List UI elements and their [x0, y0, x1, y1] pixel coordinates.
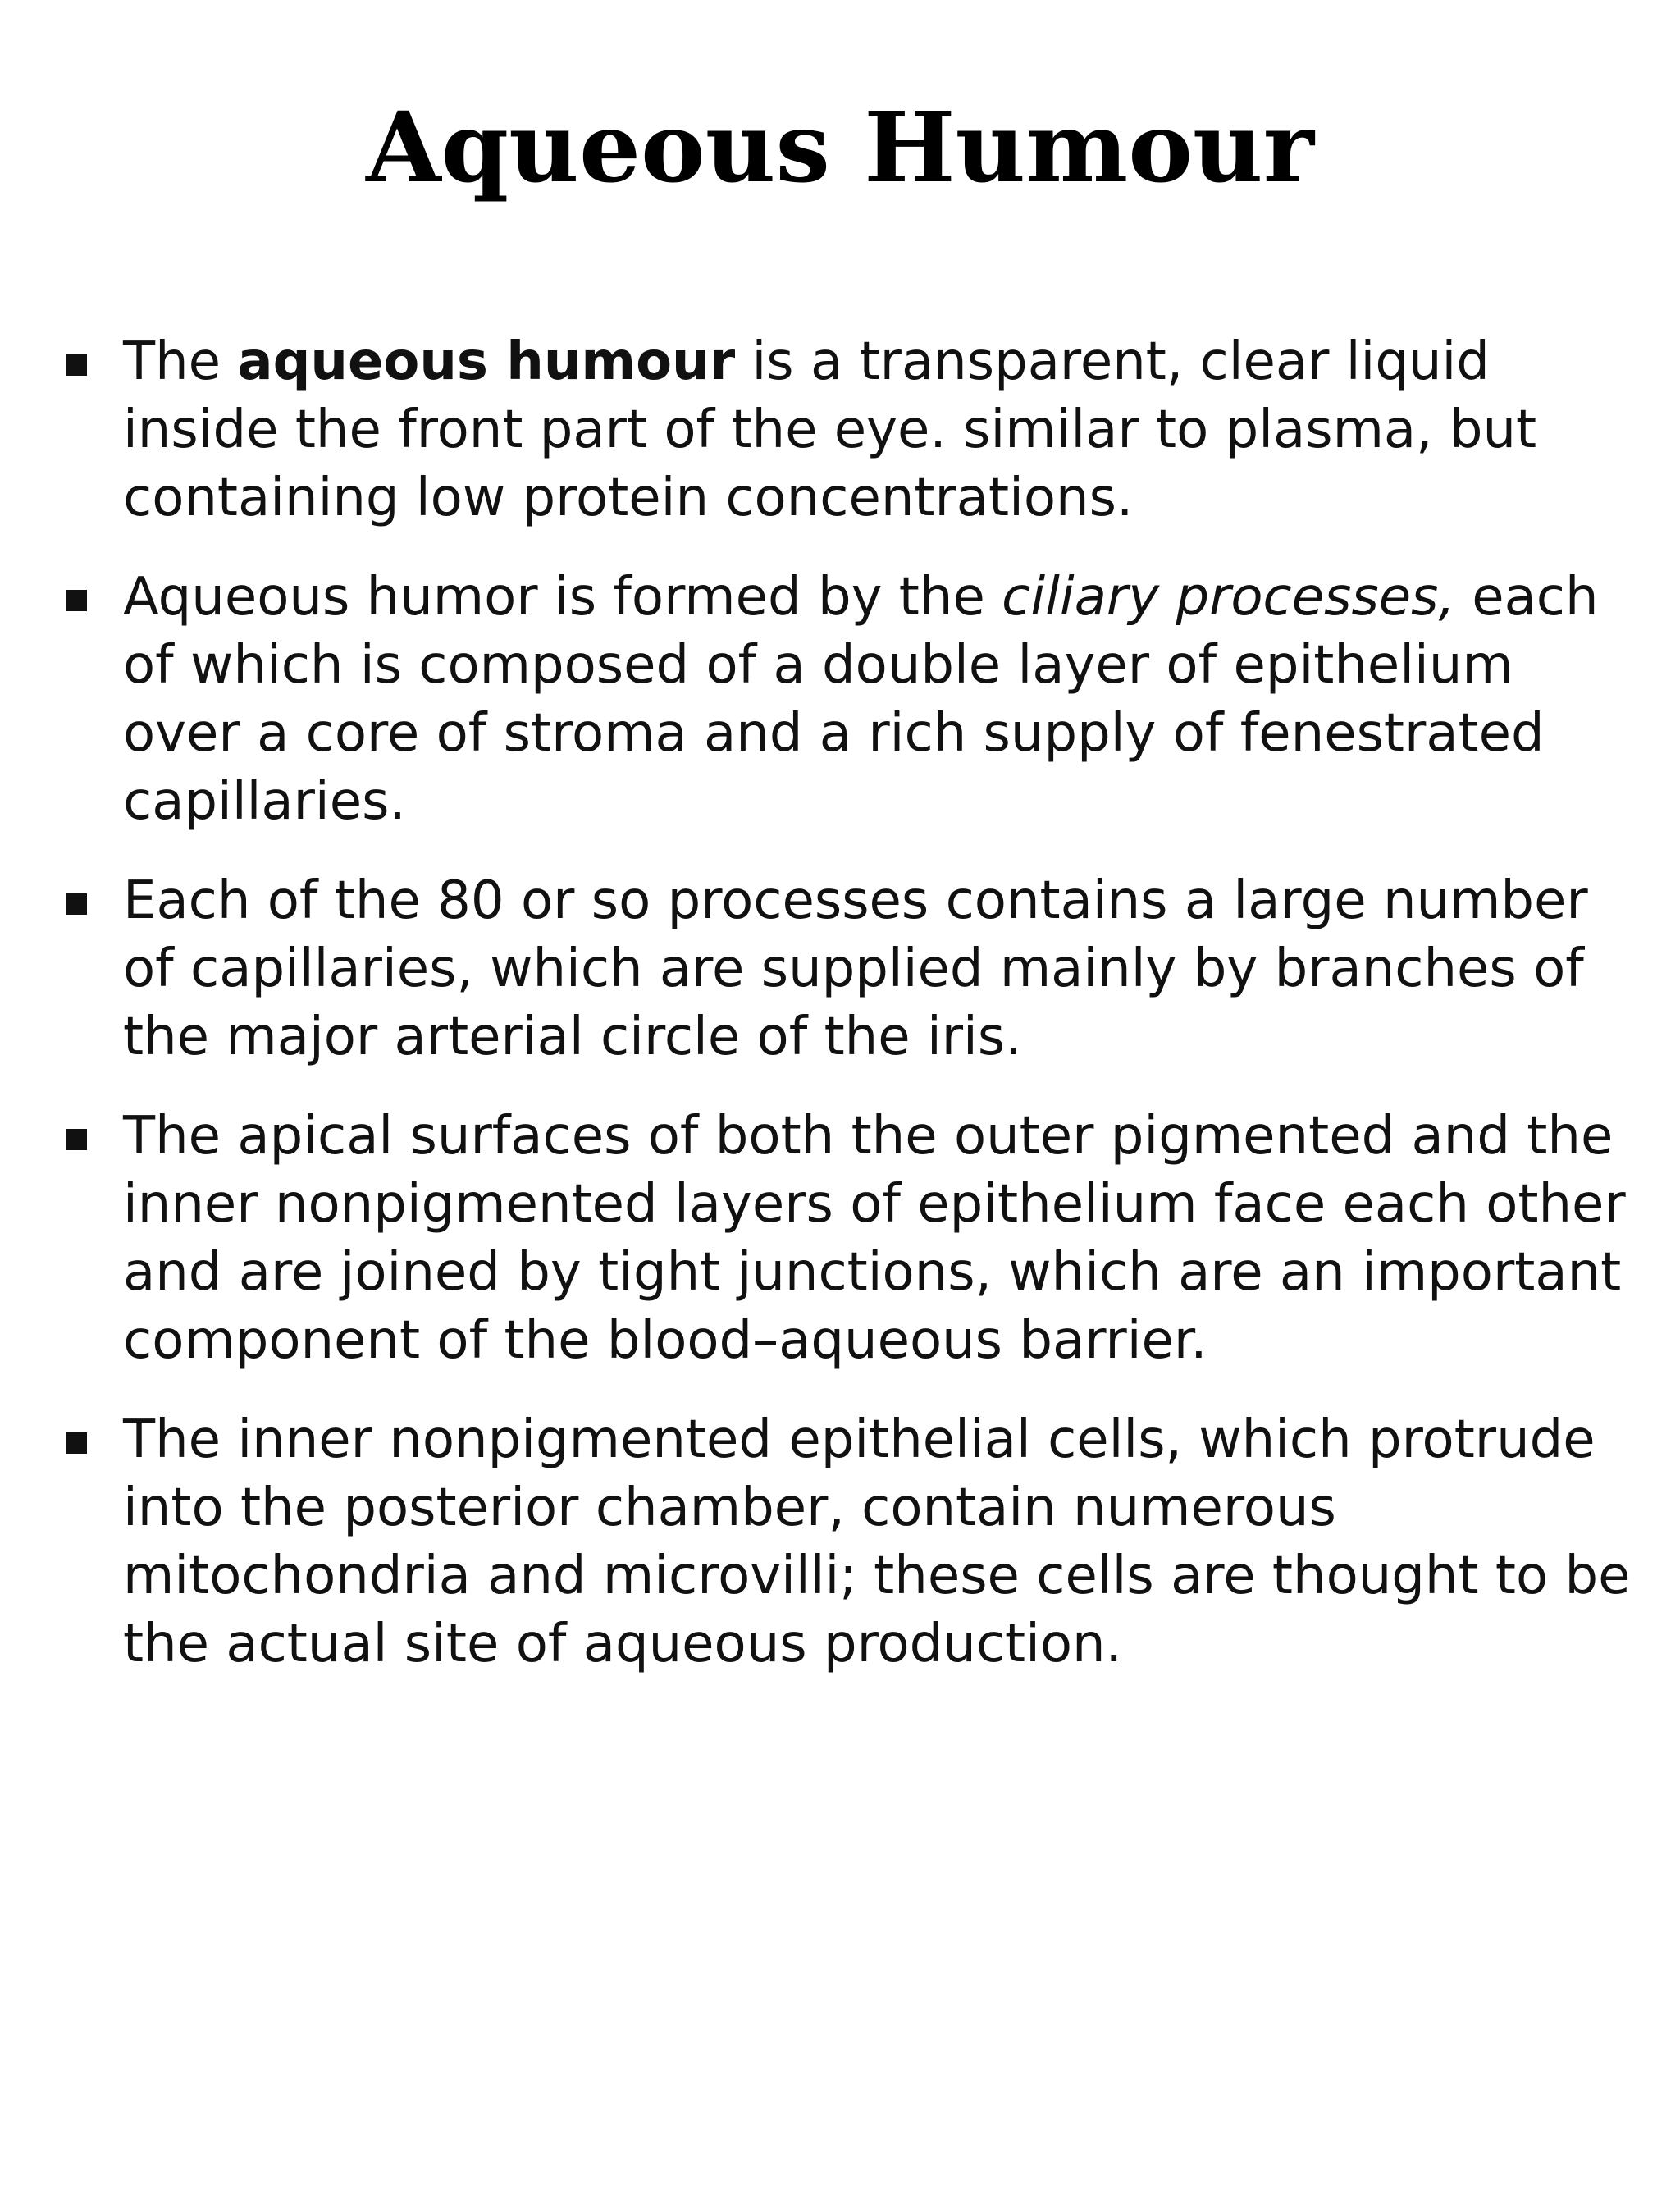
square-bullet-icon: [66, 354, 87, 376]
bullet-item: [0, 1406, 1680, 1679]
bullet-item: [0, 1103, 1680, 1375]
bullet-text: Each of the 80 or so processes contains a large number of capillaries, which are supplied mainly by branches of the major arterial circle of the iris.: [123, 870, 1588, 1067]
bullet-text-prefix: The: [123, 331, 238, 392]
bullet-item: [0, 867, 1680, 1071]
square-bullet-icon: [66, 893, 87, 915]
square-bullet-icon: [66, 590, 87, 611]
bullet-list: [0, 328, 1680, 1710]
bullet-text-prefix: Aqueous humor is formed by the: [123, 567, 1002, 628]
square-bullet-icon: [66, 1129, 87, 1150]
bullet-text-italic: ciliary processes,: [1002, 567, 1455, 628]
bullet-item: [0, 564, 1680, 836]
bullet-text-suffix: is a transparent, clear liquid inside the front part of the eye. similar to plasma, but containing low protein concentrations.: [123, 331, 1537, 528]
page-title: Aqueous Humour: [366, 90, 1314, 204]
bullet-text-bold: aqueous humour: [237, 331, 736, 392]
bullet-text-suffix: each of which is composed of a double layer of epithelium over a core of stroma and a rich supply of fenestrated capillaries.: [123, 567, 1599, 832]
square-bullet-icon: [66, 1432, 87, 1454]
bullet-text: The apical surfaces of both the outer pigmented and the inner nonpigmented layers of epithelium face each other and are joined by tight junctions, which are an important component of the blood–aqueous barrier.: [123, 1106, 1626, 1371]
bullet-item: [0, 328, 1680, 532]
bullet-text: The inner nonpigmented epithelial cells, which protrude into the posterior chamber, contain numerous mitochondria and microvilli; these cells are thought to be the actual site of aqueous production.: [123, 1409, 1631, 1674]
